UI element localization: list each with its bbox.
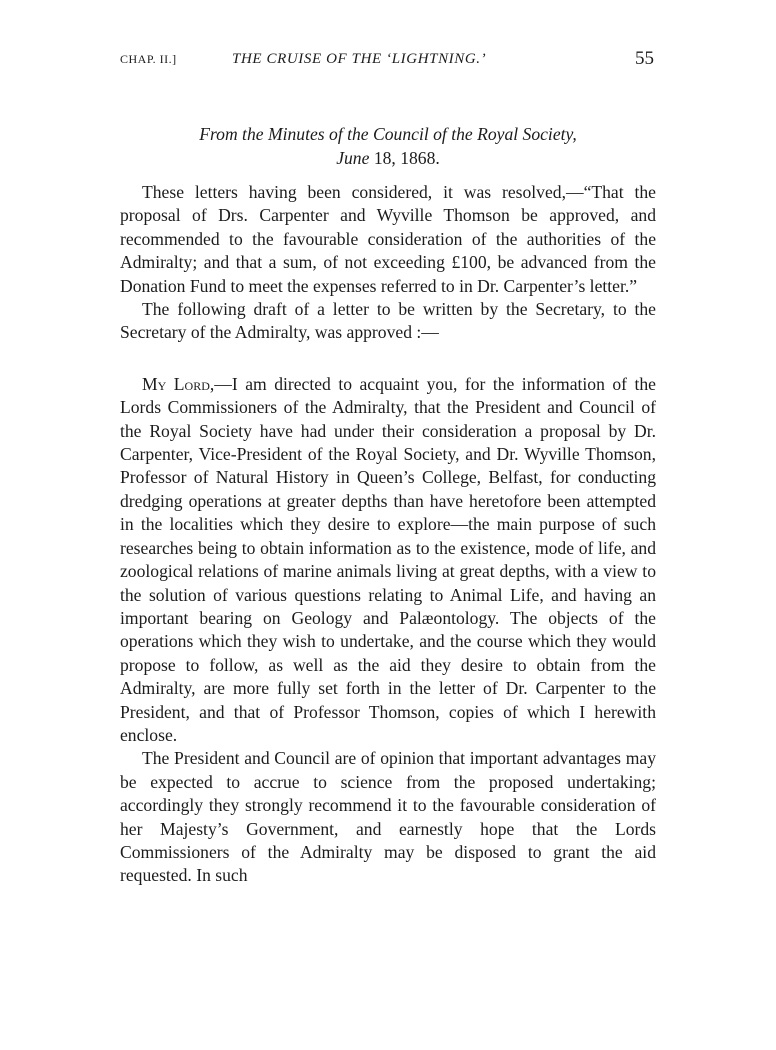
running-chapter: CHAP. II.] xyxy=(120,52,177,66)
paragraph-letter xyxy=(120,373,656,748)
paragraph-draft: The following draft of a letter to be written by the Secretary, to the Secretary of the Admiralty, was approved :— xyxy=(120,299,656,343)
letter-salutation: My Lord, xyxy=(142,373,215,394)
minutes-heading-line1: From the Minutes of the Council of the Royal Society, xyxy=(199,124,577,144)
minutes-heading-date: 18, 1868. xyxy=(369,148,440,168)
minutes-heading-line2 xyxy=(120,146,656,170)
letter-body: —I am directed to acquaint you, for the information of the Lords Commissioners of the Admiralty, that the President and Council of the Royal Society have had under their consideration a proposal by Dr. Carpenter, Vice-President of the Royal Society, and Dr. Wyville Thomson, Professor of Natural History in Queen’s College, Belfast, for conducting dredging operations at greater depths than have heretofore been attempted in the localities which they desire to explore—the main purpose of such researches being to obtain information as to the existence, mode of life, and zoological relations of marine animals living at great depths, with a view to the solution of various questions relating to Animal Life, and having an important bearing on Geology and Palæontology. The objects of the operations which they wish to undertake, and the course which they would propose to follow, as well as the aid they desire to obtain from the Admiralty, are more fully set forth in the letter of Dr. Carpenter to the President, and that of Professor Thomson, copies of which I herewith enclose. xyxy=(120,373,656,745)
paragraph-resolved: These letters having been considered, it was resolved,—“That the proposal of Drs. Carpenter and Wyville Thomson be approved, and recommended to the favourable consideration of the authorities of the Admiralty; and that a sum, of not exceeding £100, be advanced from the Donation Fund to meet the expenses referred to in Dr. Carpenter’s letter.” xyxy=(120,182,656,296)
minutes-heading xyxy=(120,122,656,170)
running-title: THE CRUISE OF THE ‘LIGHTNING.’ xyxy=(232,51,487,67)
page-body xyxy=(120,122,656,888)
page-number: 55 xyxy=(635,48,654,69)
paragraph-opinion: The President and Council are of opinion that important advantages may be expected to accrue to science from the proposed undertaking; accordingly they strongly recommend it to the favourable consideration of her Majesty’s Government, and earnestly hope that the Lords Commissioners of the Admiralty may be disposed to grant the aid requested. In such xyxy=(120,748,656,886)
minutes-heading-month: June xyxy=(336,148,370,168)
running-header xyxy=(120,50,656,72)
